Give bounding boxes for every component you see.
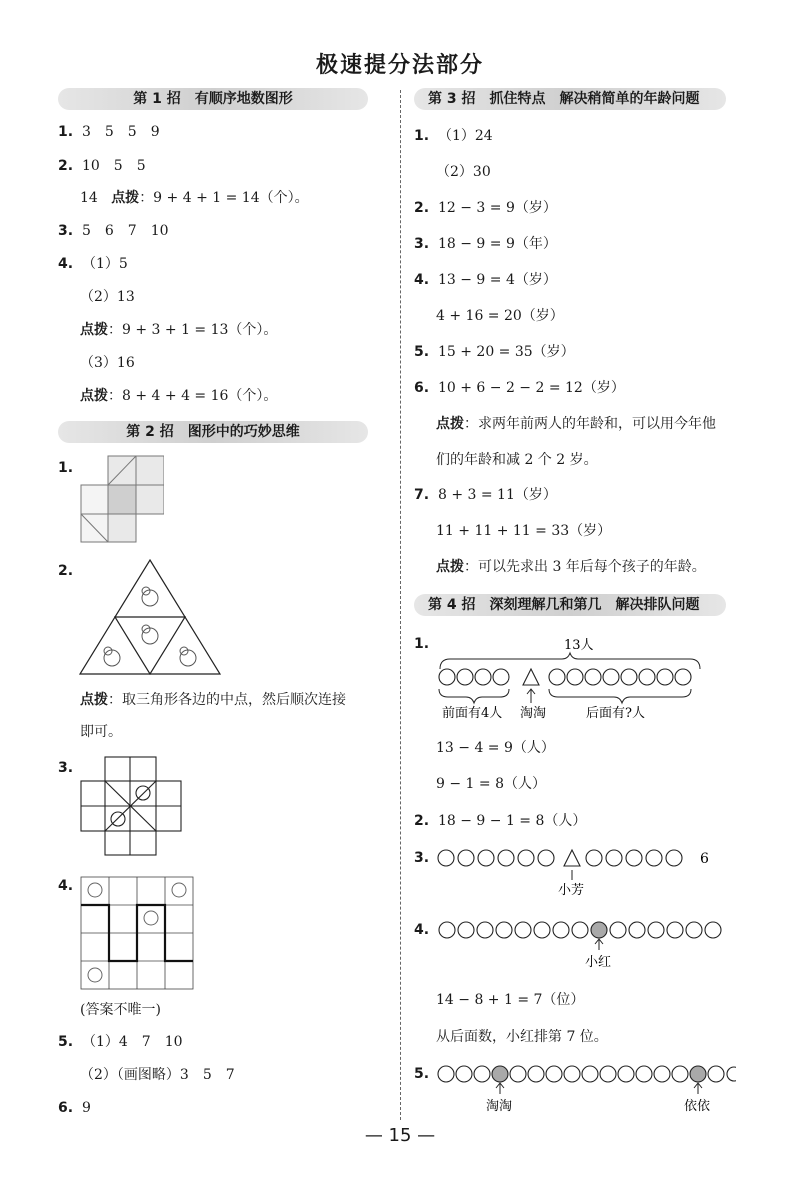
hint-text: ：取三角形各边的中点，然后顺次连接: [108, 692, 346, 708]
question-number: 4.: [58, 256, 74, 272]
column-divider: [400, 90, 401, 1120]
question-number: 1.: [414, 128, 430, 144]
answer-text: 14: [80, 190, 98, 206]
answer-2-4: [58, 876, 73, 896]
puppy-icon: [144, 911, 158, 925]
question-number: 1.: [414, 636, 430, 652]
answer-4-1-calc1: 13 − 4 = 9（人）: [436, 740, 555, 756]
answer-4-4-calc: 14 − 8 + 1 = 7（位）: [436, 992, 585, 1008]
answer-1-4: [58, 254, 128, 274]
answer-1-4-hint1: [80, 320, 277, 340]
answer-1-1: [58, 122, 160, 142]
answer-3-6-hint-cont: 们的年龄和减 2 个 2 岁。: [436, 452, 598, 468]
answer-3-4: [414, 270, 557, 290]
chick-icon: [104, 647, 120, 666]
answer-text: 10 5 5: [81, 158, 146, 174]
chick-icon: [142, 625, 158, 644]
person-label: 淘淘: [486, 1099, 513, 1114]
question-number: 2.: [58, 563, 74, 579]
cross-grid-figure: [80, 756, 182, 856]
question-number: 4.: [414, 272, 430, 288]
person-label: 小芳: [558, 883, 585, 898]
triangle-figure: [78, 558, 222, 676]
hint-label: 点拨: [436, 559, 464, 575]
hint-text: ：9 + 4 + 1 = 14（个）。: [139, 190, 309, 206]
answer-3-5: [414, 342, 575, 362]
answer-text: （1）24: [437, 128, 493, 144]
person-label: 小红: [585, 955, 612, 970]
question-number: 5.: [414, 344, 430, 360]
puppy-icon: [172, 883, 186, 897]
front-label: 前面有4人: [442, 706, 503, 721]
answer-text: 10 + 6 − 2 − 2 = 12（岁）: [437, 380, 625, 396]
hint-text: ：求两年前两人的年龄和，可以用今年他: [464, 416, 716, 432]
hint-text: ：9 + 3 + 1 = 13（个）。: [108, 322, 278, 338]
answer-2-2-hint: [80, 690, 346, 710]
answer-text: 13 − 9 = 4（岁）: [437, 272, 557, 288]
answer-4-4: [414, 920, 429, 940]
question-number: 3.: [414, 850, 430, 866]
hint-text: ：可以先求出 3 年后每个孩子的年龄。: [464, 559, 706, 575]
question-number: 4.: [58, 878, 74, 894]
puppy-icon: [88, 883, 102, 897]
page-number: — 15 —: [364, 1125, 436, 1146]
hint-label: 点拨: [436, 416, 464, 432]
answer-1-4-3: （3）16: [80, 355, 135, 371]
queue-diagram-1: [436, 633, 706, 723]
hint-label: 点拨: [111, 190, 140, 206]
answer-2-5-2: （2）（画图略）3 5 7: [80, 1067, 235, 1083]
question-number: 1.: [58, 124, 74, 140]
hint-label: 点拨: [80, 388, 108, 404]
answer-2-5: [58, 1032, 183, 1052]
answer-4-3: [414, 848, 429, 868]
chick-icon: [180, 647, 196, 666]
queue-diagram-3: [436, 846, 716, 898]
answer-text: 8 + 3 = 11（岁）: [437, 487, 557, 503]
section-header-2: 第 2 招 图形中的巧妙思维: [58, 421, 368, 443]
answer-3-1-2: （2）30: [436, 164, 491, 180]
answer-1-3: [58, 221, 169, 241]
question-number: 6.: [414, 380, 430, 396]
total-label: 13人: [564, 638, 594, 653]
answer-3-7-2: 11 + 11 + 11 = 33（岁）: [436, 523, 612, 539]
answer-3-1: [414, 126, 493, 146]
person-label: 淘淘: [520, 706, 547, 721]
answer-1-2-hint: [80, 188, 309, 208]
answer-3-6: [414, 378, 625, 398]
section-header-3: 第 3 招 抓住特点 解决稍简单的年龄问题: [414, 88, 726, 110]
queue-diagram-4: [436, 918, 726, 972]
answer-text: 3 5 5 9: [81, 124, 160, 140]
answer-1-4-hint2: [80, 386, 277, 406]
answer-text: （1）5: [81, 256, 128, 272]
answer-2-6: [58, 1098, 91, 1118]
answer-number: 6: [700, 851, 709, 867]
question-number: 2.: [414, 200, 430, 216]
puppy-icon: [88, 968, 102, 982]
question-number: 4.: [414, 922, 430, 938]
question-number: 6.: [58, 1100, 74, 1116]
cube-net-figure: [80, 455, 164, 543]
queue-diagram-5: [436, 1062, 736, 1116]
question-number: 2.: [58, 158, 74, 174]
section-header-1: 第 1 招 有顺序地数图形: [58, 88, 368, 110]
answer-4-2: [414, 811, 586, 831]
answer-1-2: [58, 156, 146, 176]
answer-3-3: [414, 234, 557, 254]
back-label: 后面有?人: [586, 706, 645, 721]
question-number: 3.: [414, 236, 430, 252]
answer-text: （1）4 7 10: [81, 1034, 183, 1050]
answer-1-4-2: （2）13: [80, 289, 135, 305]
answer-text: 18 − 9 = 9（年）: [437, 236, 557, 252]
answer-text: 15 + 20 = 35（岁）: [437, 344, 575, 360]
question-number: 5.: [58, 1034, 74, 1050]
answer-2-3: [58, 758, 73, 778]
answer-3-2: [414, 198, 557, 218]
answer-3-7-hint: [436, 557, 706, 577]
chick-icon: [142, 587, 158, 606]
answer-text: 18 − 9 − 1 = 8（人）: [437, 813, 587, 829]
answer-text: 9: [81, 1100, 91, 1116]
page-title: 极速提分法部分: [315, 53, 484, 78]
answer-3-6-hint: [436, 414, 716, 434]
answer-2-2-hint-cont: 即可。: [80, 724, 122, 740]
answer-2-2: [58, 561, 73, 581]
question-number: 3.: [58, 223, 74, 239]
answer-4-1-calc2: 9 − 1 = 8（人）: [436, 776, 546, 792]
answer-4-5: [414, 1064, 429, 1084]
answer-3-7: [414, 485, 557, 505]
answer-text: 12 − 3 = 9（岁）: [437, 200, 557, 216]
hint-text: ：8 + 4 + 4 = 16（个）。: [108, 388, 278, 404]
question-number: 7.: [414, 487, 430, 503]
answer-text: 5 6 7 10: [81, 223, 169, 239]
question-number: 2.: [414, 813, 430, 829]
answer-4-4-text: 从后面数，小红排第 7 位。: [436, 1029, 608, 1045]
hint-label: 点拨: [80, 322, 108, 338]
hint-label: 点拨: [80, 692, 108, 708]
person-label: 依依: [684, 1099, 711, 1114]
answer-2-4-note: (答案不唯一): [80, 1002, 161, 1018]
question-number: 5.: [414, 1066, 430, 1082]
grid-path-figure: [80, 876, 195, 992]
answer-4-1: [414, 634, 429, 654]
section-header-4: 第 4 招 深刻理解几和第几 解决排队问题: [414, 594, 726, 616]
answer-3-4-2: 4 + 16 = 20（岁）: [436, 308, 564, 324]
question-number: 3.: [58, 760, 74, 776]
question-number: 1.: [58, 460, 74, 476]
answer-2-1: [58, 458, 73, 478]
